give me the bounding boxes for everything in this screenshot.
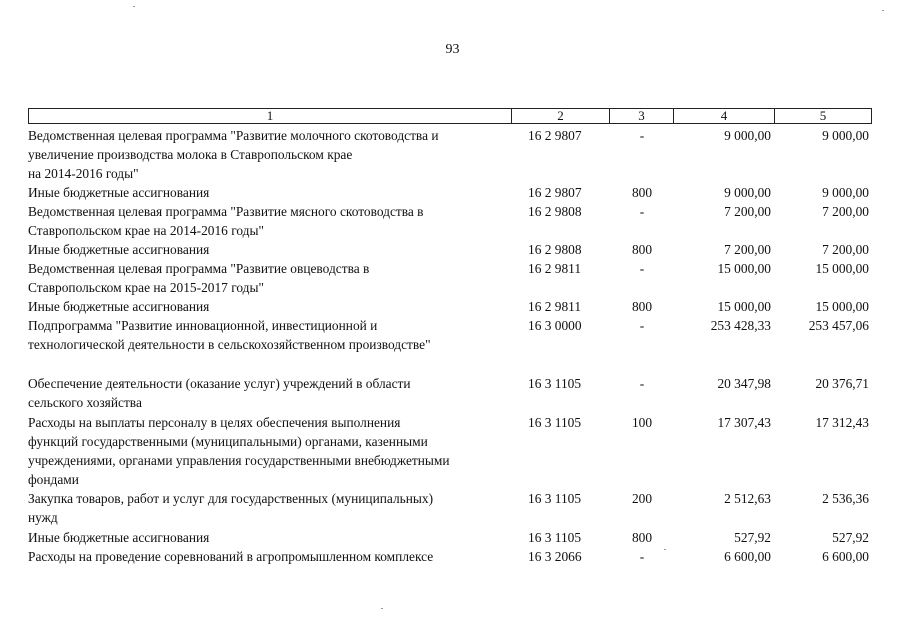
- row-type: -: [639, 204, 645, 219]
- row-name-line: Ставропольском крае на 2015-2017 годы": [28, 280, 264, 295]
- row-name: [28, 413, 513, 489]
- row-type: -: [639, 261, 645, 276]
- row-code: 16 2 9811: [528, 261, 582, 276]
- row-value-2016: 15 000,00: [815, 261, 869, 276]
- row-value-2015: 7 200,00: [724, 242, 771, 257]
- header-col-2: 2: [511, 108, 610, 124]
- row-type: -: [639, 549, 645, 564]
- row-value-2015: 9 000,00: [724, 128, 771, 143]
- row-name: [28, 374, 513, 412]
- row-name: [28, 316, 513, 354]
- row-value-2016: 6 600,00: [822, 549, 869, 564]
- header-col-3: 3: [609, 108, 674, 124]
- row-name-line: на 2014-2016 годы": [28, 166, 139, 181]
- row-name-line: технологической деятельности в сельскохозяйственном производстве": [28, 337, 431, 352]
- row-type: -: [639, 376, 645, 391]
- row-name-line: Расходы на проведение соревнований в агропромышленном комплексе: [28, 549, 434, 564]
- row-name: [28, 259, 513, 297]
- row-type: 100: [631, 415, 653, 430]
- row-name-line: Расходы на выплаты персоналу в целях обеспечения выполнения: [28, 415, 401, 430]
- row-code: 16 2 9811: [528, 299, 582, 314]
- page-number: 93: [445, 42, 460, 57]
- row-code: 16 2 9807: [528, 128, 582, 143]
- row-type: 800: [631, 530, 653, 545]
- row-name-line: учреждениями, органами управления государственными внебюджетными: [28, 453, 450, 468]
- row-code: 16 2 9808: [528, 242, 582, 257]
- row-name: [28, 297, 513, 316]
- row-value-2015: 2 512,63: [724, 491, 771, 506]
- row-name-line: Иные бюджетные ассигнования: [28, 242, 210, 257]
- row-value-2016: 2 536,36: [822, 491, 869, 506]
- row-value-2015: 15 000,00: [717, 261, 771, 276]
- row-code: 16 3 1105: [528, 376, 582, 391]
- row-type: 200: [631, 491, 653, 506]
- row-name-line: сельского хозяйства: [28, 395, 142, 410]
- row-type: 800: [631, 185, 653, 200]
- row-value-2015: 7 200,00: [724, 204, 771, 219]
- row-value-2015: 9 000,00: [724, 185, 771, 200]
- row-name-line: Подпрограмма "Развитие инновационной, инвестиционной и: [28, 318, 378, 333]
- scan-speck: [133, 6, 135, 7]
- row-name: [28, 528, 513, 547]
- row-value-2016: 527,92: [832, 530, 869, 545]
- header-col-5: 5: [774, 108, 872, 124]
- row-code: 16 3 2066: [528, 549, 582, 564]
- row-value-2015: 6 600,00: [724, 549, 771, 564]
- row-name-line: Ставропольском крае на 2014-2016 годы": [28, 223, 264, 238]
- row-type: 800: [631, 299, 653, 314]
- row-name-line: увеличение производства молока в Ставропольском крае: [28, 147, 353, 162]
- row-code: 16 3 1105: [528, 415, 582, 430]
- row-name-line: фондами: [28, 472, 79, 487]
- row-type: 800: [631, 242, 653, 257]
- row-name-line: Ведомственная целевая программа "Развитие мясного скотоводства в: [28, 204, 424, 219]
- row-name: [28, 489, 513, 527]
- row-name-line: Ведомственная целевая программа "Развитие молочного скотоводства и: [28, 128, 439, 143]
- row-code: 16 2 9808: [528, 204, 582, 219]
- row-name: [28, 240, 513, 259]
- row-name-line: Обеспечение деятельности (оказание услуг) учреждений в области: [28, 376, 411, 391]
- header-col-4: 4: [673, 108, 775, 124]
- row-name-line: Закупка товаров, работ и услуг для государственных (муниципальных): [28, 491, 434, 506]
- row-value-2016: 253 457,06: [808, 318, 869, 333]
- row-value-2016: 7 200,00: [822, 204, 869, 219]
- row-value-2015: 20 347,98: [717, 376, 771, 391]
- row-code: 16 3 1105: [528, 491, 582, 506]
- row-name-line: Иные бюджетные ассигнования: [28, 185, 210, 200]
- row-value-2016: 17 312,43: [815, 415, 869, 430]
- row-value-2016: 9 000,00: [822, 128, 869, 143]
- row-name: [28, 547, 513, 566]
- scan-speck: [664, 549, 666, 550]
- row-name: [28, 183, 513, 202]
- row-value-2016: 9 000,00: [822, 185, 869, 200]
- header-col-1: 1: [28, 108, 512, 124]
- row-value-2016: 7 200,00: [822, 242, 869, 257]
- row-name: [28, 202, 513, 240]
- row-name-line: Иные бюджетные ассигнования: [28, 530, 210, 545]
- row-value-2016: 15 000,00: [815, 299, 869, 314]
- row-name: [28, 126, 513, 183]
- row-value-2015: 15 000,00: [717, 299, 771, 314]
- row-name-line: Ведомственная целевая программа "Развитие овцеводства в: [28, 261, 370, 276]
- scan-speck: [381, 608, 383, 609]
- row-value-2016: 20 376,71: [815, 376, 869, 391]
- row-code: 16 3 0000: [528, 318, 582, 333]
- row-name-line: нужд: [28, 510, 58, 525]
- scan-speck: [882, 10, 884, 11]
- row-type: -: [639, 318, 645, 333]
- row-code: 16 2 9807: [528, 185, 582, 200]
- row-value-2015: 17 307,43: [717, 415, 771, 430]
- row-name-line: Иные бюджетные ассигнования: [28, 299, 210, 314]
- row-value-2015: 253 428,33: [710, 318, 771, 333]
- row-value-2015: 527,92: [734, 530, 771, 545]
- row-type: -: [639, 128, 645, 143]
- row-code: 16 3 1105: [528, 530, 582, 545]
- row-name-line: функций государственными (муниципальными) органами, казенными: [28, 434, 428, 449]
